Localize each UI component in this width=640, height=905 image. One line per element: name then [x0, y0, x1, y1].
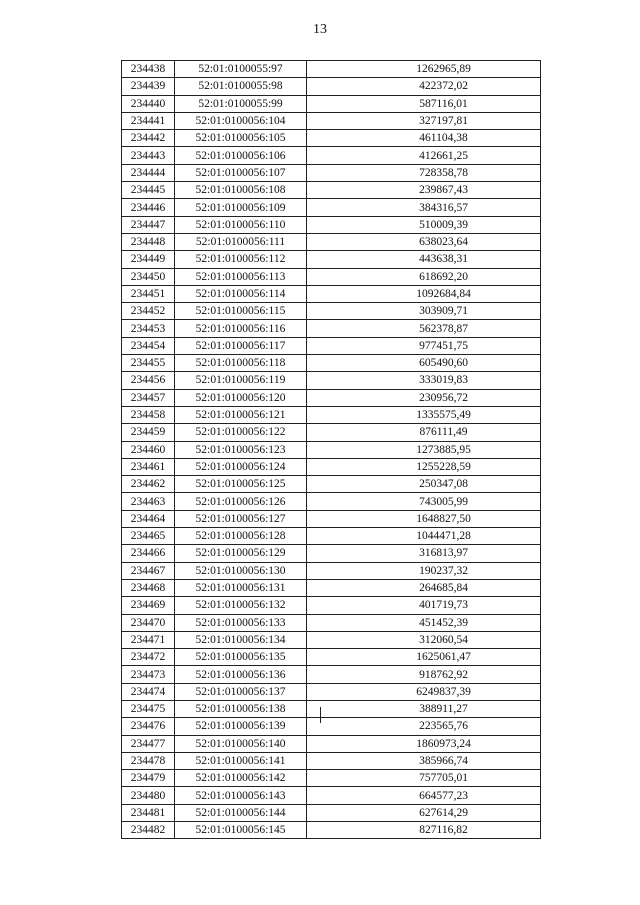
cadastral-value-cell: 223565,76: [307, 718, 541, 735]
row-number-cell: 234443: [122, 147, 175, 164]
table-row: [122, 182, 541, 199]
row-number-cell: 234480: [122, 787, 175, 804]
row-number-cell: 234470: [122, 614, 175, 631]
row-number-cell: 234481: [122, 804, 175, 821]
cadastral-number-cell: 52:01:0100056:131: [175, 579, 307, 596]
row-number-cell: 234438: [122, 61, 175, 78]
cadastral-value-cell: 876111,49: [307, 424, 541, 441]
cadastral-value-cell: 977451,75: [307, 337, 541, 354]
cadastral-number-cell: 52:01:0100056:105: [175, 130, 307, 147]
row-number-cell: 234446: [122, 199, 175, 216]
cadastral-number-cell: 52:01:0100056:145: [175, 822, 307, 839]
table-row: [122, 320, 541, 337]
cadastral-value-cell: 1092684,84: [307, 285, 541, 302]
row-number-cell: 234474: [122, 683, 175, 700]
cadastral-number-cell: 52:01:0100056:133: [175, 614, 307, 631]
row-number-cell: 234450: [122, 268, 175, 285]
cadastral-number-cell: 52:01:0100056:137: [175, 683, 307, 700]
table-row: [122, 199, 541, 216]
table-row: [122, 597, 541, 614]
row-number-cell: 234454: [122, 337, 175, 354]
row-number-cell: 234457: [122, 389, 175, 406]
table-row: [122, 528, 541, 545]
cadastral-value-cell: 384316,57: [307, 199, 541, 216]
row-number-cell: 234476: [122, 718, 175, 735]
table-row: [122, 147, 541, 164]
cadastral-value-cell: 827116,82: [307, 822, 541, 839]
table-row: [122, 752, 541, 769]
cadastral-value-cell: 327197,81: [307, 112, 541, 129]
row-number-cell: 234469: [122, 597, 175, 614]
row-number-cell: 234479: [122, 770, 175, 787]
cadastral-value-cell: 388911,27: [307, 700, 541, 717]
cadastral-value-cell: 728358,78: [307, 164, 541, 181]
row-number-cell: 234467: [122, 562, 175, 579]
cadastral-value-cell: 264685,84: [307, 579, 541, 596]
row-number-cell: 234441: [122, 112, 175, 129]
cadastral-number-cell: 52:01:0100056:138: [175, 700, 307, 717]
table-row: [122, 268, 541, 285]
row-number-cell: 234440: [122, 95, 175, 112]
table-row: [122, 770, 541, 787]
row-number-cell: 234451: [122, 285, 175, 302]
row-number-cell: 234458: [122, 406, 175, 423]
cadastral-number-cell: 52:01:0100056:140: [175, 735, 307, 752]
table-row: [122, 441, 541, 458]
cadastral-value-cell: 401719,73: [307, 597, 541, 614]
cadastral-number-cell: 52:01:0100056:108: [175, 182, 307, 199]
cadastral-value-cell: 190237,32: [307, 562, 541, 579]
cadastral-value-cell: 239867,43: [307, 182, 541, 199]
table-row: [122, 614, 541, 631]
table-row: [122, 112, 541, 129]
row-number-cell: 234471: [122, 631, 175, 648]
table-row: [122, 545, 541, 562]
cadastral-value-cell: 451452,39: [307, 614, 541, 631]
table-row: [122, 337, 541, 354]
cadastral-value-cell: 303909,71: [307, 303, 541, 320]
cadastral-number-cell: 52:01:0100056:117: [175, 337, 307, 354]
table-row: [122, 458, 541, 475]
cadastral-value-cell: 443638,31: [307, 251, 541, 268]
row-number-cell: 234453: [122, 320, 175, 337]
table-row: [122, 95, 541, 112]
cadastral-number-cell: 52:01:0100056:144: [175, 804, 307, 821]
cadastral-value-cell: 1262965,89: [307, 61, 541, 78]
cell-border-fragment: [320, 707, 321, 723]
cadastral-number-cell: 52:01:0100056:125: [175, 476, 307, 493]
row-number-cell: 234466: [122, 545, 175, 562]
cadastral-number-cell: 52:01:0100056:134: [175, 631, 307, 648]
table-row: [122, 562, 541, 579]
row-number-cell: 234456: [122, 372, 175, 389]
row-number-cell: 234472: [122, 649, 175, 666]
cadastral-value-cell: 1648827,50: [307, 510, 541, 527]
cadastral-number-cell: 52:01:0100056:119: [175, 372, 307, 389]
cadastral-value-cell: 333019,83: [307, 372, 541, 389]
cadastral-value-cell: 385966,74: [307, 752, 541, 769]
row-number-cell: 234482: [122, 822, 175, 839]
table-row: [122, 164, 541, 181]
cadastral-value-cell: 618692,20: [307, 268, 541, 285]
row-number-cell: 234462: [122, 476, 175, 493]
cadastral-number-cell: 52:01:0100056:139: [175, 718, 307, 735]
row-number-cell: 234461: [122, 458, 175, 475]
cadastral-number-cell: 52:01:0100056:116: [175, 320, 307, 337]
cadastral-number-cell: 52:01:0100056:109: [175, 199, 307, 216]
row-number-cell: 234478: [122, 752, 175, 769]
table-row: [122, 233, 541, 250]
cadastral-number-cell: 52:01:0100056:104: [175, 112, 307, 129]
row-number-cell: 234442: [122, 130, 175, 147]
row-number-cell: 234465: [122, 528, 175, 545]
cadastral-value-cell: 743005,99: [307, 493, 541, 510]
row-number-cell: 234473: [122, 666, 175, 683]
cadastral-number-cell: 52:01:0100055:97: [175, 61, 307, 78]
cadastral-value-cell: 1860973,24: [307, 735, 541, 752]
cadastral-value-cell: 918762,92: [307, 666, 541, 683]
cadastral-number-cell: 52:01:0100056:110: [175, 216, 307, 233]
table-row: [122, 424, 541, 441]
row-number-cell: 234452: [122, 303, 175, 320]
table-row: [122, 700, 541, 717]
cadastral-number-cell: 52:01:0100056:107: [175, 164, 307, 181]
row-number-cell: 234459: [122, 424, 175, 441]
row-number-cell: 234468: [122, 579, 175, 596]
table-row: [122, 804, 541, 821]
cadastral-value-cell: 422372,02: [307, 78, 541, 95]
cadastral-value-cell: 1335575,49: [307, 406, 541, 423]
table-row: [122, 285, 541, 302]
cadastral-value-cell: 1273885,95: [307, 441, 541, 458]
cadastral-value-cell: 757705,01: [307, 770, 541, 787]
cadastral-value-cell: 510009,39: [307, 216, 541, 233]
cadastral-number-cell: 52:01:0100056:132: [175, 597, 307, 614]
row-number-cell: 234447: [122, 216, 175, 233]
cadastral-number-cell: 52:01:0100055:98: [175, 78, 307, 95]
table-row: [122, 649, 541, 666]
cadastral-number-cell: 52:01:0100056:120: [175, 389, 307, 406]
row-number-cell: 234475: [122, 700, 175, 717]
table-row: [122, 718, 541, 735]
table-row: [122, 372, 541, 389]
cadastral-value-cell: 1255228,59: [307, 458, 541, 475]
cadastral-value-cell: 412661,25: [307, 147, 541, 164]
table-row: [122, 130, 541, 147]
table-row: [122, 666, 541, 683]
cadastral-number-cell: 52:01:0100056:127: [175, 510, 307, 527]
cadastral-value-cell: 6249837,39: [307, 683, 541, 700]
table-row: [122, 216, 541, 233]
row-number-cell: 234439: [122, 78, 175, 95]
row-number-cell: 234463: [122, 493, 175, 510]
table-row: [122, 406, 541, 423]
cadastral-number-cell: 52:01:0100056:112: [175, 251, 307, 268]
cadastral-number-cell: 52:01:0100056:129: [175, 545, 307, 562]
cadastral-number-cell: 52:01:0100056:106: [175, 147, 307, 164]
table-row: [122, 735, 541, 752]
cadastral-value-cell: 587116,01: [307, 95, 541, 112]
cadastral-number-cell: 52:01:0100056:130: [175, 562, 307, 579]
cadastral-number-cell: 52:01:0100056:135: [175, 649, 307, 666]
page-number: 13: [313, 22, 327, 37]
row-number-cell: 234445: [122, 182, 175, 199]
cadastral-value-table: [121, 60, 541, 839]
row-number-cell: 234449: [122, 251, 175, 268]
table-row: [122, 493, 541, 510]
cadastral-number-cell: 52:01:0100056:123: [175, 441, 307, 458]
table-row: [122, 510, 541, 527]
cadastral-number-cell: 52:01:0100056:136: [175, 666, 307, 683]
table-row: [122, 476, 541, 493]
cadastral-value-cell: 1044471,28: [307, 528, 541, 545]
cadastral-value-cell: 461104,38: [307, 130, 541, 147]
cadastral-value-cell: 316813,97: [307, 545, 541, 562]
row-number-cell: 234455: [122, 355, 175, 372]
row-number-cell: 234460: [122, 441, 175, 458]
table-row: [122, 251, 541, 268]
row-number-cell: 234477: [122, 735, 175, 752]
table-row: [122, 61, 541, 78]
cadastral-number-cell: 52:01:0100056:141: [175, 752, 307, 769]
table-row: [122, 303, 541, 320]
cadastral-number-cell: 52:01:0100056:126: [175, 493, 307, 510]
cadastral-value-cell: 638023,64: [307, 233, 541, 250]
cadastral-value-cell: 1625061,47: [307, 649, 541, 666]
table-body: [122, 61, 541, 839]
table-row: [122, 822, 541, 839]
table-row: [122, 683, 541, 700]
cadastral-number-cell: 52:01:0100056:124: [175, 458, 307, 475]
cadastral-number-cell: 52:01:0100056:118: [175, 355, 307, 372]
cadastral-value-cell: 605490,60: [307, 355, 541, 372]
cadastral-number-cell: 52:01:0100056:111: [175, 233, 307, 250]
cadastral-number-cell: 52:01:0100055:99: [175, 95, 307, 112]
cadastral-number-cell: 52:01:0100056:114: [175, 285, 307, 302]
row-number-cell: 234464: [122, 510, 175, 527]
cadastral-value-cell: 562378,87: [307, 320, 541, 337]
table-row: [122, 579, 541, 596]
table-row: [122, 787, 541, 804]
cadastral-number-cell: 52:01:0100056:121: [175, 406, 307, 423]
table-row: [122, 355, 541, 372]
cadastral-value-cell: 250347,08: [307, 476, 541, 493]
cadastral-number-cell: 52:01:0100056:128: [175, 528, 307, 545]
row-number-cell: 234444: [122, 164, 175, 181]
cadastral-number-cell: 52:01:0100056:122: [175, 424, 307, 441]
table-row: [122, 631, 541, 648]
table-row: [122, 389, 541, 406]
table-row: [122, 78, 541, 95]
cadastral-number-cell: 52:01:0100056:142: [175, 770, 307, 787]
cadastral-value-cell: 230956,72: [307, 389, 541, 406]
cadastral-number-cell: 52:01:0100056:113: [175, 268, 307, 285]
row-number-cell: 234448: [122, 233, 175, 250]
cadastral-value-cell: 627614,29: [307, 804, 541, 821]
cadastral-number-cell: 52:01:0100056:115: [175, 303, 307, 320]
cadastral-value-cell: 312060,54: [307, 631, 541, 648]
cadastral-value-cell: 664577,23: [307, 787, 541, 804]
cadastral-number-cell: 52:01:0100056:143: [175, 787, 307, 804]
